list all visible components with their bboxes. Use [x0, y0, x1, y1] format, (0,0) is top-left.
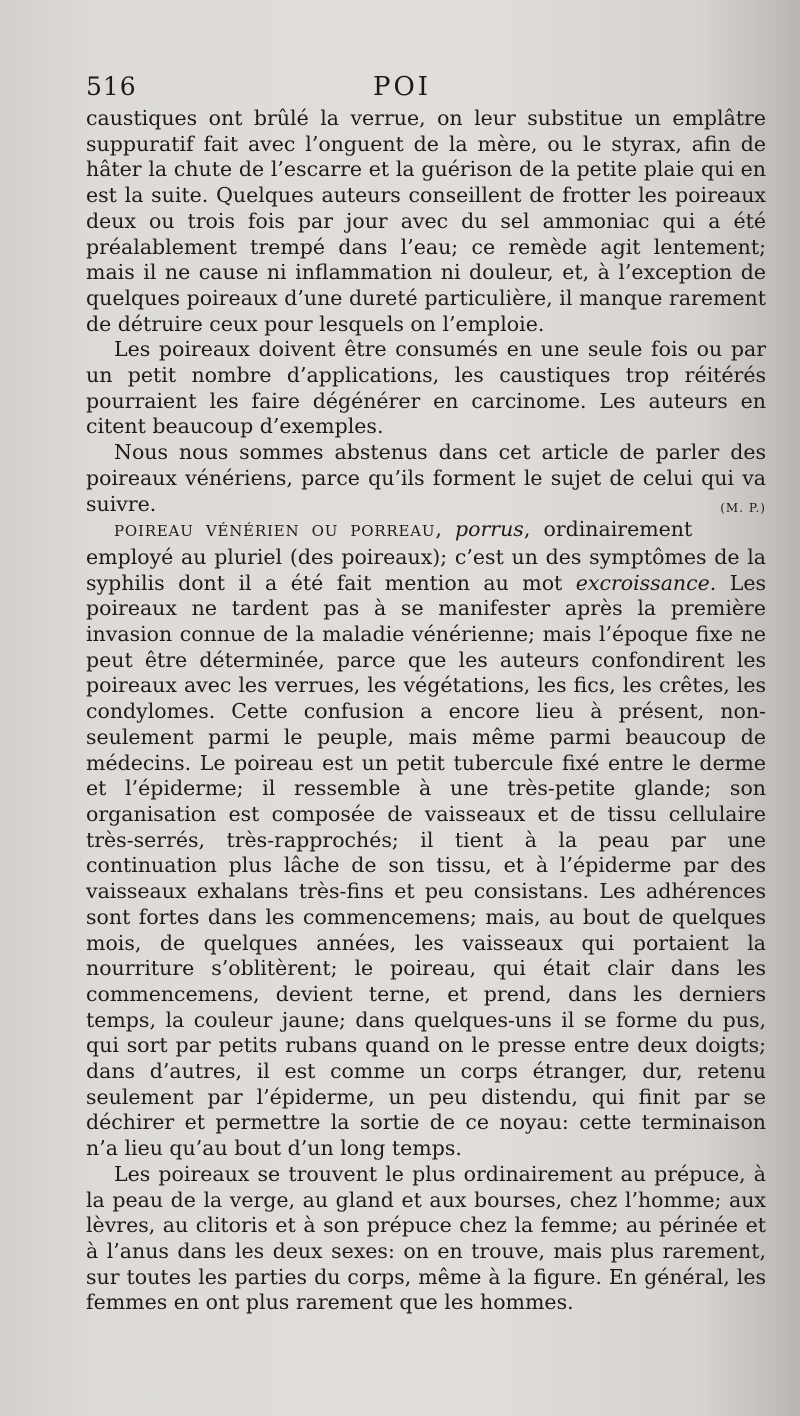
entry-cross-reference: excroissance. [575, 570, 717, 595]
page-header [86, 72, 718, 106]
running-head: POI [372, 72, 432, 102]
paragraph-abstention [86, 440, 766, 517]
paragraph-continuation: caustiques ont brûlé la verrue, on leur substitue un emplâtre suppuratif fait avec l’onguent de la mère, ou le styrax, afin de hâter la chute de l’escarre et la guérison de la petite plaie qui en est la suite. Quelques auteurs conseillent de frotter les poireaux deux ou trois fois par jour avec du sel ammoniac qui a été préalablement trempé dans l’eau; ce remède agit lentement; mais il ne cause ni inflammation ni douleur, et, à l’exception de quelques poireaux d’une dureté particulière, il manque rarement de détruire ceux pour lesquels on l’emploie. [86, 106, 766, 336]
dictionary-entry: POIREAU VÉNÉRIEN OU PORREAU, porrus, ordinairement employé au pluriel (des poireaux); c’est un des symptômes de la syphilis dont il a été fait mention au mot excroissance. Les poireaux ne tardent pas à se manifester après la première invasion connue de la maladie vénérienne; mais l’époque fixe ne peut être déterminée, parce que les auteurs confondirent les poireaux avec les verrues, les végétations, les fics, les crêtes, les condylomes. Cette confusion a encore lieu à présent, non-seulement parmi le peuple, mais même parmi beaucoup de médecins. Le poireau est un petit tubercule fixé entre le derme et l’épiderme; il ressemble à une très-petite glande; son organisation est composée de vaisseaux et de tissu cellulaire très-serrés, très-rapprochés; il tient à la peau par une continuation plus lâche de son tissu, et à l’épiderme par des vaisseaux exhalans très-fins et peu consistans. Les adhérences sont fortes dans les commencemens; mais, au bout de quelques mois, de quelques années, les vaisseaux qui portaient la nourriture s’oblitèrent; le poireau, qui était clair dans les commencemens, devient terne, et prend, dans les derniers temps, la couleur jaune; dans quelques-uns il se forme du pus, qui sort par petits rubans quand on le presse entre deux doigts; dans d’autres, il est comme un corps étranger, dur, retenu seulement par l’épiderme, un peu distendu, qui finit par se déchirer et permettre la sortie de ce noyau: cette terminaison n’a lieu qu’au bout d’un long temps. [86, 517, 766, 1161]
entry-latin-term: porrus [455, 517, 524, 542]
paragraph-location: Les poireaux se trouvent le plus ordinairement au prépuce, à la peau de la verge, au gland et aux bourses, chez l’homme; aux lèvres, au clitoris et à son prépuce chez la femme; au périnée et à l’anus dans les deux sexes: on en trouve, mais plus rarement, sur toutes les parties du corps, même à la figure. En général, les femmes en ont plus rarement que les hommes. [86, 1161, 766, 1315]
paragraph-abstention-text: Nous nous sommes abstenus dans cet article de parler des poireaux vénériens, parce qu’ils forment le sujet de celui qui va suivre. [86, 440, 766, 516]
entry-text-part-1: , ordinairement employé au pluriel (des poireaux); c’est un des symptômes de la syphilis dont il a été fait mention au mot [86, 517, 766, 595]
entry-text-part-2: Les poireaux ne tardent pas à se manifester après la première invasion connue de la maladie vénérienne; mais l’époque fixe ne peut être déterminée, parce que les auteurs confondirent les poireaux avec les verrues, les végétations, les fics, les crêtes, les condylomes. Cette confusion a encore lieu à présent, non-seulement parmi le peuple, mais même parmi beaucoup de médecins. Le poireau est un petit tubercule fixé entre le derme et l’épiderme; il ressemble à une très-petite glande; son organisation est composée de vaisseaux et de tissu cellulaire très-serrés, très-rapprochés; il tient à la peau par une continuation plus lâche de son tissu, et à l’épiderme par des vaisseaux exhalans très-fins et peu consistans. Les adhérences sont fortes dans les commencemens; mais, au bout de quelques mois, de quelques années, les vaisseaux qui portaient la nourriture s’oblitèrent; le poireau, qui était clair dans les commencemens, devient terne, et prend, dans les derniers temps, la couleur jaune; dans quelques-uns il se forme du pus, qui sort par petits rubans quand on le presse entre deux doigts; dans d’autres, il est comme un corps étranger, dur, retenu seulement par l’épiderme, un peu distendu, qui finit par se déchirer et permettre la sortie de ce noyau: cette terminaison n’a lieu qu’au bout d’un long temps. [86, 570, 766, 1161]
paragraph-consumption: Les poireaux doivent être consumés en une seule fois ou par un petit nombre d’applications, les caustiques trop réitérés pourraient les faire dégénérer en carcinome. Les auteurs en citent beaucoup d’exemples. [86, 337, 766, 439]
page-number: 516 [86, 72, 137, 101]
body-text [86, 106, 766, 1316]
entry-headword: POIREAU VÉNÉRIEN OU PORREAU [114, 522, 436, 541]
author-signature: (M. P.) [720, 500, 766, 515]
